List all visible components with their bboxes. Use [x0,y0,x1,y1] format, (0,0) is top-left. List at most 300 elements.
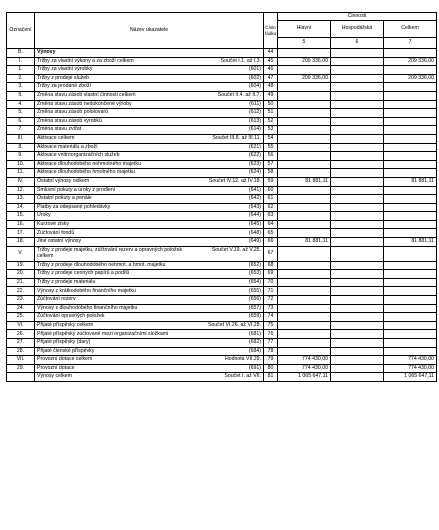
row-formula: (613) [248,117,261,124]
value-hosp [331,212,384,221]
table-row [7,238,437,247]
value-celkem [384,330,437,339]
row-formula: Součet III.8. až III.11. [212,135,261,142]
row-code: 11. [7,169,35,178]
header-col-6: 6 [331,38,384,49]
row-code: 14. [7,203,35,212]
table-row [7,373,437,382]
value-hosp [331,126,384,135]
header-oznaceni: Označení [7,13,35,49]
value-hlavni [278,126,331,135]
value-celkem [384,126,437,135]
row-formula: (648) [248,229,261,236]
value-celkem [384,339,437,348]
table-row [7,109,437,118]
row-code: 15. [7,212,35,221]
row-name-cell [35,117,264,126]
row-line-number: 74 [264,313,278,322]
header-celkem: Celkem [384,21,437,38]
row-name: Zúčtování fondů [37,229,75,236]
value-hosp [331,321,384,330]
table-row [7,152,437,161]
row-code: 2. [7,74,35,83]
row-name: Výnosy celkem [37,373,72,380]
row-name-cell [35,109,264,118]
table-row [7,364,437,373]
table-row [7,270,437,279]
table-row [7,169,437,178]
row-line-number: 63 [264,212,278,221]
table-row [7,160,437,169]
value-hosp [331,229,384,238]
row-line-number: 57 [264,160,278,169]
row-name-cell [35,287,264,296]
value-hosp [331,364,384,373]
value-celkem: 1 065 647,11 [384,373,437,382]
value-celkem [384,91,437,100]
row-formula: (682) [248,339,261,346]
row-line-number: 66 [264,238,278,247]
value-celkem [384,229,437,238]
row-line-number: 44 [264,49,278,58]
header-col-5: 5 [278,38,331,49]
row-name: Tržby za vlastní výrobky [37,66,93,73]
row-name-cell [35,66,264,75]
row-formula: (657) [248,304,261,311]
row-formula: Součet V.19. až V.25. [211,247,261,254]
row-name-cell [35,330,264,339]
row-name: Ostatní výnosy celkem [37,178,90,184]
row-name-cell [35,270,264,279]
value-hlavni [278,304,331,313]
table-row [7,296,437,305]
row-formula: (643) [248,203,261,210]
row-code: 13. [7,195,35,204]
row-formula: Součet II.4. až II.7. [217,92,261,99]
row-name: Aktivace vnitroorganizačních služeb [37,152,120,159]
value-celkem [384,169,437,178]
row-line-number: 61 [264,195,278,204]
row-name: Úroky [37,212,51,219]
value-hosp [331,330,384,339]
header-nazev: Název ukazatele [35,13,264,49]
value-hlavni [278,91,331,100]
row-name: Tržby z prodeje materiálu [37,278,96,285]
row-code: I. [7,57,35,66]
value-hlavni [278,152,331,161]
row-line-number: 54 [264,134,278,143]
value-celkem [384,347,437,356]
row-code: III. [7,134,35,143]
value-hosp [331,304,384,313]
table-row [7,74,437,83]
table-row [7,220,437,229]
header-cinnosti: Činnosti [278,13,437,21]
row-line-number: 50 [264,100,278,109]
value-celkem [384,220,437,229]
table-row [7,278,437,287]
header-col-7: 7 [384,38,437,49]
row-name: Tržby za prodané zboží [37,83,92,90]
row-line-number: 49 [264,91,278,100]
value-hosp [331,100,384,109]
value-hosp [331,373,384,382]
value-celkem: 81 881,11 [384,177,437,186]
value-hlavni: 774 430,00 [278,364,331,373]
value-hosp [331,91,384,100]
value-celkem [384,160,437,169]
value-hlavni [278,109,331,118]
row-name: Výnosy [37,49,56,56]
row-line-number: 70 [264,278,278,287]
row-code: 21. [7,278,35,287]
value-celkem [384,134,437,143]
table-row [7,100,437,109]
row-name: Výnosy z dlouhodobého finančního majetku [37,304,138,311]
table-row [7,330,437,339]
table-row [7,91,437,100]
row-name-cell [35,212,264,221]
row-name-cell [35,229,264,238]
row-name-cell [35,134,264,143]
value-hlavni [278,321,331,330]
value-hosp [331,160,384,169]
row-formula: (644) [248,212,261,219]
value-hosp [331,278,384,287]
table-row [7,229,437,238]
row-code: 26. [7,330,35,339]
row-line-number: 77 [264,339,278,348]
value-hlavni [278,100,331,109]
row-name: Aktivace materiálu a zboží [37,143,98,150]
value-hlavni [278,117,331,126]
row-formula: (601) [248,66,261,73]
value-hosp [331,66,384,75]
row-code: II. [7,91,35,100]
row-name-cell [35,143,264,152]
row-formula: (621) [248,143,261,150]
value-celkem [384,321,437,330]
row-name: Tržby z prodeje cenných papírů a podílů [37,270,130,277]
row-code: 16. [7,220,35,229]
header-hospodarska: Hospodářská [331,21,384,38]
value-hlavni [278,203,331,212]
value-hlavni [278,195,331,204]
value-hlavni [278,134,331,143]
table-row [7,83,437,92]
row-name-cell [35,195,264,204]
row-line-number: 68 [264,261,278,270]
row-formula: (681) [248,330,261,337]
table-row [7,246,437,261]
table-row [7,304,437,313]
row-name-cell [35,186,264,195]
value-celkem [384,304,437,313]
row-line-number: 76 [264,330,278,339]
row-code: VII. [7,356,35,365]
row-name-cell [35,261,264,270]
row-code: 28. [7,347,35,356]
value-hosp [331,238,384,247]
value-hlavni [278,339,331,348]
row-formula: Součet I.1. až I.3. [220,57,261,64]
value-celkem: 209 336,00 [384,74,437,83]
value-celkem [384,212,437,221]
row-name-cell [35,83,264,92]
value-hlavni [278,313,331,322]
row-code: 17. [7,229,35,238]
row-line-number: 58 [264,169,278,178]
row-name-cell [35,356,264,365]
table-row [7,134,437,143]
row-formula: (656) [248,296,261,303]
row-line-number: 45 [264,57,278,66]
row-name: Provozní dotace celkem [37,356,93,363]
value-hlavni [278,347,331,356]
value-celkem [384,287,437,296]
row-line-number: 67 [264,246,278,261]
value-hosp [331,313,384,322]
value-hlavni [278,143,331,152]
row-formula: (684) [248,347,261,354]
value-hlavni [278,186,331,195]
table-row [7,57,437,66]
table-row [7,356,437,365]
row-code: 10. [7,160,35,169]
value-hlavni [278,66,331,75]
row-formula: Hodnota VII.29. [224,356,261,363]
value-hlavni [278,229,331,238]
row-name: Kurzové zisky [37,220,69,227]
table-row [7,143,437,152]
row-name-cell [35,278,264,287]
table-row [7,186,437,195]
value-hosp [331,270,384,279]
row-name: Tržby z prodeje majetku, zúčtování rezerv a opravných položek celkem [37,247,183,259]
row-code: 9. [7,152,35,161]
table-row [7,66,437,75]
value-hosp [331,74,384,83]
row-name: Změna stavu zvířat [37,126,82,133]
row-formula: (622) [248,152,261,159]
table-row [7,313,437,322]
row-formula: (641) [248,186,261,193]
row-name-cell [35,100,264,109]
row-code: 29. [7,364,35,373]
row-name: Změna stavu zásob výrobků [37,117,102,124]
row-code: 1. [7,66,35,75]
row-name-cell [35,373,264,382]
row-code: 19. [7,261,35,270]
row-name: Výnosy z krátkodobého finančního majetku [37,287,136,294]
row-line-number: 79 [264,356,278,365]
row-line-number: 59 [264,177,278,186]
value-hosp [331,49,384,58]
value-hosp [331,143,384,152]
value-hosp [331,109,384,118]
value-hlavni: 209 336,00 [278,74,331,83]
row-line-number: 51 [264,109,278,118]
row-formula: (652) [248,261,261,268]
row-name: Zúčtování opravných položek [37,313,105,320]
row-name-cell [35,177,264,186]
value-hosp [331,195,384,204]
row-code: 6. [7,117,35,126]
row-code [7,373,35,382]
row-formula: (653) [248,270,261,277]
row-name-cell [35,238,264,247]
row-name-cell [35,49,264,58]
value-celkem [384,66,437,75]
row-line-number: 75 [264,321,278,330]
row-code: B. [7,49,35,58]
value-hlavni [278,220,331,229]
row-name-cell [35,126,264,135]
row-name-cell [35,364,264,373]
value-hosp [331,261,384,270]
value-hosp [331,287,384,296]
row-line-number: 48 [264,83,278,92]
row-formula: (602) [248,74,261,81]
row-code: 23. [7,296,35,305]
row-formula: Součet VI.26. až VI.28. [207,321,261,328]
value-celkem [384,83,437,92]
row-code: 25. [7,313,35,322]
row-code: 22. [7,287,35,296]
row-name: Platby za odepsané pohledávky [37,203,111,210]
value-hlavni [278,49,331,58]
row-formula: (611) [249,100,261,107]
table-row [7,126,437,135]
value-celkem [384,278,437,287]
table-row [7,177,437,186]
row-name: Změna stavu zásob vlastní činnosti celkem [37,92,136,99]
row-line-number: 64 [264,220,278,229]
value-hlavni: 1 065 647,11 [278,373,331,382]
row-formula: (604) [248,83,261,90]
value-hlavni: 209 336,00 [278,57,331,66]
value-hlavni [278,278,331,287]
row-name-cell [35,304,264,313]
row-name-cell [35,321,264,330]
row-name: Zúčtování rezerv [37,296,76,303]
row-line-number: 52 [264,117,278,126]
header-hlavni: Hlavní [278,21,331,38]
row-code: IV. [7,177,35,186]
row-line-number: 60 [264,186,278,195]
row-line-number: 81 [264,373,278,382]
value-celkem [384,270,437,279]
row-line-number: 47 [264,74,278,83]
value-celkem [384,109,437,118]
row-name: Ostatní pokuty a penále [37,195,92,202]
row-name: Aktivace dlouhodobého nehmotného majetku [37,160,141,167]
row-code: 3. [7,83,35,92]
row-code: 12. [7,186,35,195]
row-name: Tržby z prodeje dlouhodobého nehmot. a hmot. majetku [37,261,166,268]
row-code: VI. [7,321,35,330]
row-name: Smluvní pokuty a úroky z prodlení [37,186,116,193]
table-row [7,49,437,58]
value-hlavni [278,169,331,178]
value-hlavni: 81 881,11 [278,238,331,247]
row-formula: (645) [248,220,261,227]
table-row [7,339,437,348]
header-cislo: Číslo řádku [264,13,278,49]
row-name: Změna stavu zásob nedokončené výroby [37,100,132,107]
row-formula: Součet I. až VII. [224,373,261,380]
row-name: Přijaté příspěvky (dary) [37,339,91,346]
row-formula: (612) [248,109,261,116]
value-hosp [331,169,384,178]
value-celkem: 81 881,11 [384,238,437,247]
header-row-1 [7,13,437,21]
row-line-number: 80 [264,364,278,373]
value-celkem [384,100,437,109]
table-row [7,212,437,221]
value-celkem [384,203,437,212]
row-formula: (659) [248,313,261,320]
row-name: Aktivace dlouhodobého hmotného majetku [37,169,136,176]
row-line-number: 55 [264,143,278,152]
row-name-cell [35,347,264,356]
row-formula: (649) [248,238,261,245]
row-line-number: 46 [264,66,278,75]
value-celkem [384,261,437,270]
value-celkem: 774 430,00 [384,356,437,365]
row-name: Přijaté příspěvky celkem [37,321,94,328]
row-name-cell [35,74,264,83]
value-hosp [331,83,384,92]
row-name: Provozní dotace [37,364,75,371]
value-hosp [331,186,384,195]
row-code: 5. [7,109,35,118]
value-hosp [331,356,384,365]
row-formula: (614) [248,126,261,133]
row-line-number: 69 [264,270,278,279]
row-line-number: 53 [264,126,278,135]
value-hlavni: 774 430,00 [278,356,331,365]
row-name-cell [35,203,264,212]
value-hosp [331,220,384,229]
row-name: Přijaté členské příspěvky [37,347,95,354]
table-row [7,261,437,270]
value-hosp [331,246,384,261]
row-line-number: 62 [264,203,278,212]
row-name: Jiné ostatní výnosy [37,238,82,245]
row-line-number: 73 [264,304,278,313]
row-code: 8. [7,143,35,152]
value-hlavni: 81 881,11 [278,177,331,186]
value-celkem: 209 336,00 [384,57,437,66]
row-name: Tržby za vlastní výkony a za zboží celkem [37,57,134,64]
row-code: 20. [7,270,35,279]
value-hosp [331,339,384,348]
row-formula: (655) [248,287,261,294]
row-line-number: 78 [264,347,278,356]
value-hosp [331,117,384,126]
row-formula: (624) [248,169,261,176]
value-hosp [331,347,384,356]
value-celkem [384,186,437,195]
value-hlavni [278,270,331,279]
row-code: 7. [7,126,35,135]
value-hosp [331,152,384,161]
value-celkem [384,143,437,152]
income-statement-sheet [6,12,436,382]
row-code: V. [7,246,35,261]
row-name: Tržby z prodeje služeb [37,74,89,81]
